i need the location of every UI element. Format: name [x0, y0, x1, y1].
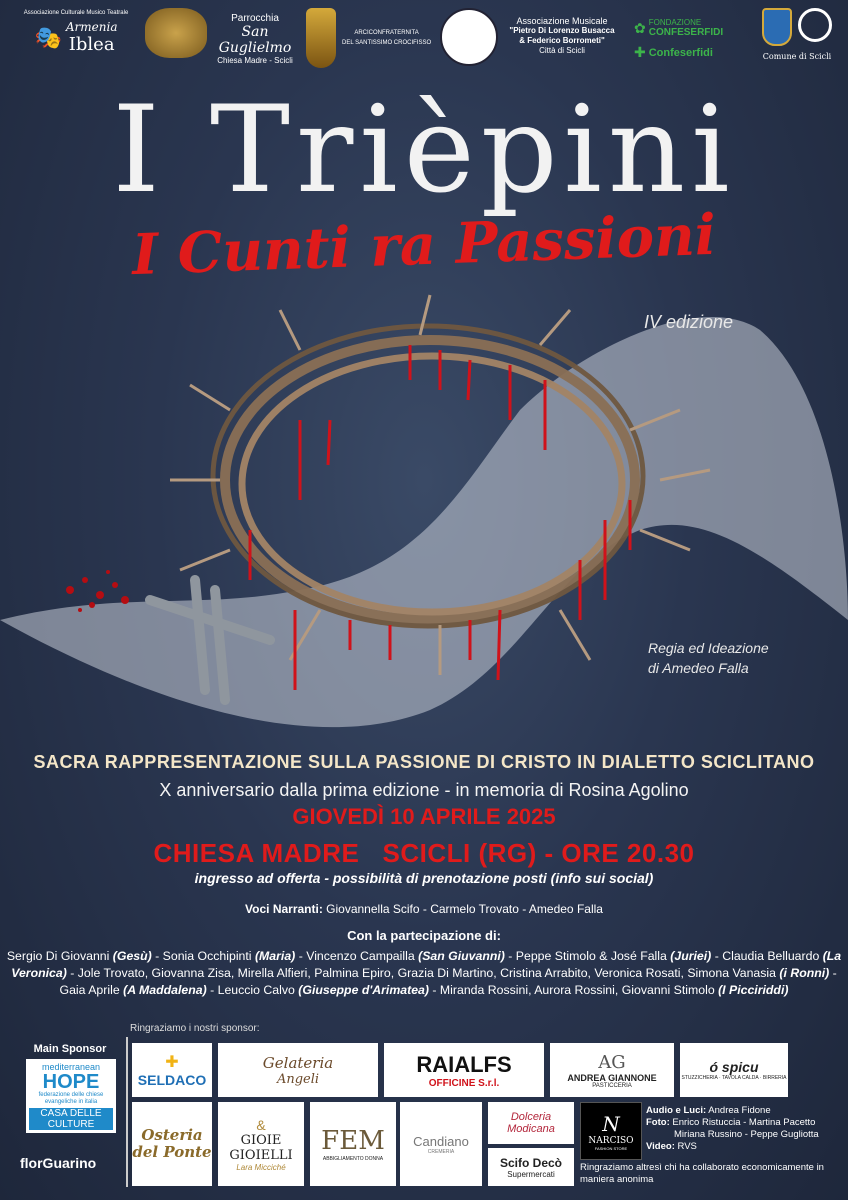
- narciso-2: NARCISO: [588, 1135, 634, 1146]
- iblea-name: Iblea: [68, 34, 115, 55]
- seldaco-name: SELDACO: [137, 1072, 207, 1088]
- video-name: RVS: [674, 1141, 697, 1152]
- giannone-2: ANDREA GIANNONE: [567, 1072, 657, 1083]
- logo-strip: [0, 0, 848, 82]
- cast-part: - Miranda Rossini, Aurora Rossini, Giovanni Stimolo: [428, 983, 719, 997]
- arciconfraternita-1: ARCICONFRATERNITA: [354, 30, 419, 36]
- parrocchia-seal-icon: [145, 8, 207, 58]
- event-description: SACRA RAPPRESENTAZIONE SULLA PASSIONE DI CRISTO IN DIALETTO SCICLITANO: [33, 752, 815, 772]
- sponsor-dolceria: [488, 1102, 574, 1144]
- cast-part: - Jole Trovato, Giovanna Zisa, Mirella Alfieri, Palmina Epiro, Grazia Di Martino, Cristina Arrabito, Veronica Rosati, Simona Vanasia: [66, 966, 780, 980]
- entry-info: ingresso ad offerta - possibilità di prenotazione posti (info sui social): [194, 870, 654, 886]
- gelateria-1: Gelateria: [262, 1053, 334, 1072]
- associazione-logo: [496, 16, 628, 56]
- foto-label: Foto:: [646, 1117, 670, 1128]
- sponsor-seldaco: [132, 1043, 212, 1097]
- sponsor-scifo: [488, 1148, 574, 1186]
- credit-foto: [646, 1117, 819, 1129]
- parrocchia-name: San Guglielmo: [218, 24, 292, 56]
- cross-icon: ✚: [634, 44, 646, 60]
- arciconfraternita-logo: [306, 8, 436, 68]
- gioie-2: GIOIE: [240, 1132, 282, 1148]
- fond-label: FONDAZIONE: [648, 18, 702, 27]
- candiano-1: Candiano: [413, 1133, 469, 1149]
- unesco-icon: [798, 8, 832, 42]
- sponsor-narciso: [580, 1102, 642, 1160]
- cast-role: (Gesù): [112, 949, 152, 963]
- dolceria-1: Dolceria: [510, 1111, 552, 1123]
- hope-word: HOPE: [42, 1071, 100, 1093]
- giannone-3: PASTICCERIA: [592, 1082, 632, 1089]
- gioie-4: Lara Micciché: [236, 1162, 286, 1172]
- armenia-iblea-logo: [20, 8, 132, 55]
- comune-name: Comune di Scicli: [762, 52, 832, 61]
- gelateria-2: Angeli: [276, 1071, 320, 1087]
- leaf-icon: ✿: [634, 19, 646, 36]
- cast-role: (Giuseppe d'Arimatea): [298, 983, 429, 997]
- sponsor-candiano: [400, 1102, 482, 1186]
- cast-role: (San Giuvanni): [418, 949, 505, 963]
- participation-heading: Con la partecipazione di:: [347, 928, 501, 943]
- edition-label: IV edizione: [644, 312, 734, 332]
- fem-2: ABBIGLIAMENTO DONNA: [322, 1156, 384, 1162]
- parrocchia-label: Parrocchia: [231, 13, 279, 24]
- credit-audio: [646, 1105, 819, 1117]
- candiano-2: CREMERIA: [427, 1148, 455, 1155]
- raialfs-1: RAIALFS: [416, 1051, 512, 1077]
- hope-logo: [26, 1059, 116, 1133]
- dolceria-2: Modicana: [507, 1123, 555, 1135]
- spicu-1: ó spicu: [709, 1059, 759, 1075]
- associazione-seal: [440, 8, 496, 66]
- raialfs-2: OFFICINE S.r.l.: [428, 1077, 500, 1089]
- sponsor-osteria: [132, 1102, 212, 1186]
- cast-role: (Maria): [254, 949, 296, 963]
- seldaco-mark-icon: ✚: [165, 1054, 179, 1071]
- regia-credit: [648, 638, 769, 678]
- osteria-name: Osteria del Ponte: [132, 1126, 212, 1161]
- armenia-top: Associazione Culturale Musico Teatrale: [23, 10, 129, 16]
- narrators: [0, 902, 848, 916]
- anniversary-line: X anniversario dalla prima edizione - in memoria di Rosina Agolino: [159, 780, 689, 800]
- gioie-1: &: [256, 1116, 266, 1133]
- sponsor-spicu: [680, 1043, 788, 1097]
- assoc-line-4: Città di Scicli: [539, 46, 585, 55]
- assoc-line-1: Associazione Musicale: [516, 16, 608, 26]
- event-date: GIOVEDÌ 10 APRILE 2025: [292, 804, 556, 829]
- cast-role: (i Ronni): [779, 966, 830, 980]
- sponsor-gelateria: [218, 1043, 378, 1097]
- narciso-1: N: [602, 1111, 620, 1136]
- anonymous-thanks: Ringraziamo altresì chi ha collaborato economicamente in maniera anonima: [580, 1162, 824, 1185]
- cast-part: - Vincenzo Campailla: [295, 949, 419, 963]
- main-sponsor: [20, 1043, 120, 1133]
- fond-name: CONFESERFIDI: [648, 27, 724, 38]
- narrators-names: Giovannella Scifo - Carmelo Trovato - Amedeo Falla: [322, 902, 603, 916]
- cast-part: - Gaia Aprile: [59, 966, 837, 997]
- sponsor-divider: [126, 1037, 128, 1187]
- regia-line-2: di Amedeo Falla: [648, 660, 749, 676]
- cast-part: - Sonia Occhipinti: [151, 949, 255, 963]
- musical-seal-icon: [440, 8, 498, 66]
- theatre-masks-icon: 🎭: [34, 24, 62, 50]
- audio-name: Andrea Fidone: [706, 1105, 771, 1116]
- crown-of-thorns-artwork: [0, 290, 848, 750]
- sponsor-gioie: [218, 1102, 304, 1186]
- sponsor-raialfs: [384, 1043, 544, 1097]
- subtitle: I Cunti ra Passioni: [130, 201, 718, 289]
- giannone-1: AG: [598, 1051, 626, 1073]
- spicu-2: STUZZICHERIA · TAVOLA CALDA · BIRRERIA: [681, 1075, 787, 1081]
- parrocchia-place: Chiesa Madre - Scicli: [217, 56, 293, 65]
- cast-part: - Leuccio Calvo: [206, 983, 299, 997]
- sponsor-thanks: Ringraziamo i nostri sponsor:: [130, 1023, 260, 1034]
- credit-video: [646, 1141, 819, 1153]
- audio-label: Audio e Luci:: [646, 1105, 707, 1116]
- narciso-3: FASHION STORE: [594, 1145, 628, 1151]
- cast-role: (Juriei): [670, 949, 712, 963]
- parrocchia-logo: [210, 14, 300, 66]
- assoc-line-3: & Federico Borrometi": [519, 36, 605, 45]
- regia-line-1: Regia ed Ideazione: [648, 640, 769, 656]
- main-sponsor-label: Main Sponsor: [33, 1043, 107, 1055]
- cast-part: Sergio Di Giovanni: [6, 949, 113, 963]
- technical-credits: [646, 1105, 819, 1153]
- gioie-3: GIOIELLI: [229, 1147, 293, 1163]
- cast-part: - Claudia Belluardo: [711, 949, 823, 963]
- scifo-2: Supermercati: [507, 1169, 555, 1179]
- cast-role: (A Maddalena): [123, 983, 207, 997]
- hope-top: mediterranean: [29, 1062, 113, 1072]
- cast-role: (La Veronica): [11, 949, 842, 980]
- sponsor-giannone: [550, 1043, 674, 1097]
- confeserfidi-logo: [634, 18, 740, 61]
- fem-1: FEM: [321, 1126, 385, 1156]
- scifo-1: Scifo Decò: [499, 1155, 562, 1170]
- coat-of-arms-icon: [762, 8, 792, 46]
- foto-names: Enrico Ristuccia - Martina Pacetto: [669, 1117, 816, 1128]
- parrocchia-emblem: [142, 8, 210, 58]
- armenia-name: Armenia: [65, 20, 118, 34]
- hope-sub: federazione delle chiese evangeliche in italia: [38, 1092, 104, 1105]
- cast-part: - Peppe Stimolo & José Falla: [504, 949, 671, 963]
- arciconfraternita-2: DEL SANTISSIMO CROCIFISSO: [342, 40, 432, 46]
- sponsor-fem: [310, 1102, 396, 1186]
- florguarino-logo: florGuarino: [20, 1155, 97, 1171]
- casa-culture: CASA DELLE CULTURE: [29, 1108, 113, 1130]
- video-label: Video:: [646, 1141, 675, 1152]
- assoc-line-2: "Pietro Di Lorenzo Busacca: [509, 26, 615, 35]
- confeserfidi-name: Confeserfidi: [648, 46, 713, 59]
- crest-icon: [306, 8, 336, 68]
- main-title: I Trièpini: [112, 81, 736, 220]
- narrators-label: Voci Narranti:: [245, 902, 323, 916]
- cast-role: (I Picciriddi): [718, 983, 789, 997]
- comune-logo: [760, 8, 834, 62]
- event-place-time: CHIESA MADRE SCICLI (RG) - ORE 20.30: [153, 838, 695, 868]
- credit-foto-2: Miriana Russino - Peppe Gugliotta: [674, 1129, 819, 1140]
- cast-list: [6, 948, 842, 999]
